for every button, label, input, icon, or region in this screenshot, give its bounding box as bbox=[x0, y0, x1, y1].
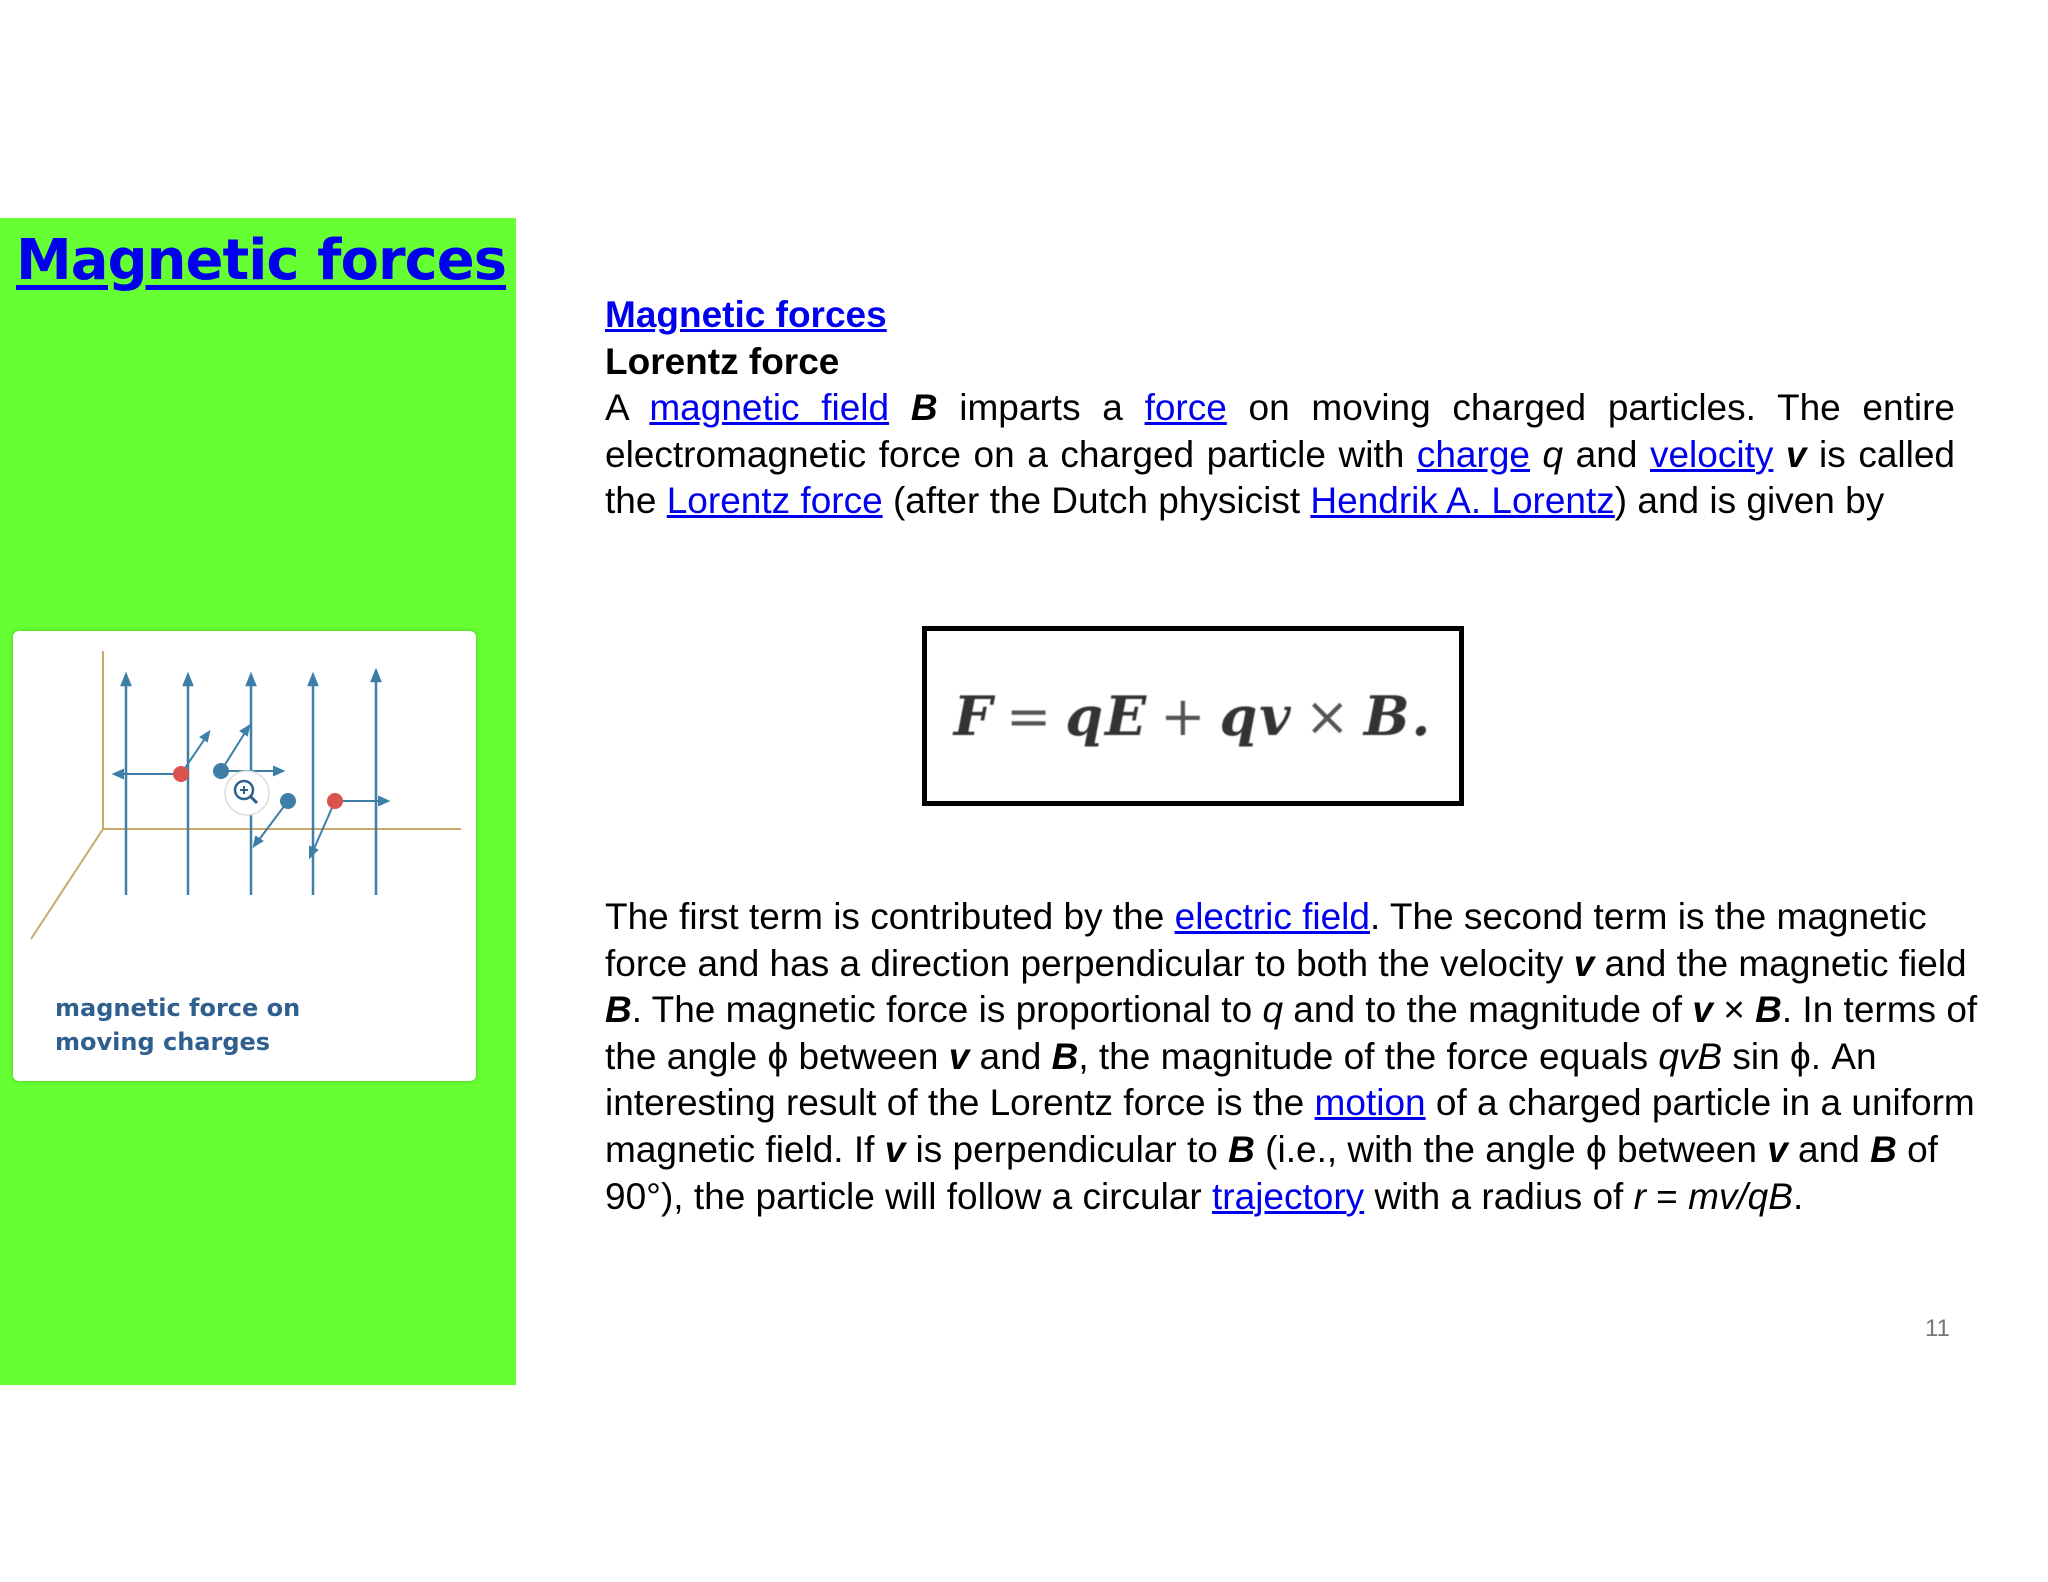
text: sin ϕ. An interesting result of the Lorentz force is the bbox=[605, 1035, 1877, 1124]
text: × bbox=[1712, 989, 1756, 1031]
force-link[interactable]: force bbox=[1144, 387, 1227, 429]
text: of a charged particle in a uniform magnetic field. If bbox=[605, 1082, 1975, 1170]
magnetic-force-figure[interactable] bbox=[13, 631, 476, 1081]
hendrik-lorentz-link[interactable]: Hendrik A. Lorentz bbox=[1310, 480, 1615, 522]
symbol-r: r bbox=[1633, 1175, 1646, 1217]
x-axis bbox=[31, 829, 103, 939]
text: and the magnetic field bbox=[1594, 942, 1967, 984]
symbol-v: v bbox=[884, 1128, 906, 1170]
explanation-paragraph bbox=[605, 894, 2010, 1220]
negative-charge bbox=[213, 763, 229, 779]
symbol-B: B bbox=[1870, 1128, 1897, 1170]
formula-times: × bbox=[1304, 685, 1352, 748]
symbol-q: q bbox=[1542, 433, 1564, 475]
symbol-v: v bbox=[1785, 433, 1807, 475]
symbol-B: B bbox=[1051, 1035, 1079, 1077]
text: , the magnitude of the force equals bbox=[1078, 1035, 1659, 1077]
formula-plus: + bbox=[1160, 685, 1208, 748]
page-number: 11 bbox=[1925, 1315, 1950, 1342]
intro-paragraph bbox=[605, 385, 1955, 525]
formula-qE: qE bbox=[1065, 684, 1149, 748]
symbol-v: v bbox=[948, 1035, 970, 1077]
formula-equals: = bbox=[1006, 685, 1054, 748]
symbol-q: q bbox=[1262, 989, 1284, 1031]
subheading: Lorentz force bbox=[605, 340, 840, 382]
motion-link[interactable]: motion bbox=[1314, 1082, 1426, 1124]
text: . In terms of the angle ϕ between bbox=[605, 989, 1978, 1077]
text: and to the magnitude of bbox=[1283, 989, 1693, 1031]
magnetic-field-link[interactable]: magnetic field bbox=[649, 387, 890, 429]
text: = bbox=[1645, 1175, 1689, 1217]
text: and bbox=[1787, 1128, 1871, 1170]
velocity-link[interactable]: velocity bbox=[1649, 433, 1774, 475]
text: on moving charged particles. The entire electromagnetic force on a charged particle with bbox=[605, 387, 1955, 475]
symbol-B: B bbox=[1228, 1128, 1255, 1170]
text: (i.e., with the angle ϕ between bbox=[1254, 1128, 1768, 1170]
formula-F: F bbox=[953, 684, 995, 748]
text bbox=[1530, 434, 1543, 475]
symbol-v: v bbox=[1692, 989, 1713, 1031]
electric-field-link[interactable]: electric field bbox=[1174, 896, 1370, 937]
sidebar-title-link[interactable]: Magnetic forces bbox=[16, 228, 507, 293]
symbol-B: B bbox=[1755, 989, 1782, 1031]
symbol-B: B bbox=[605, 989, 632, 1031]
text: is perpendicular to bbox=[905, 1128, 1229, 1170]
text: and bbox=[1563, 433, 1650, 475]
positive-charge bbox=[327, 793, 343, 809]
zoom-in-icon[interactable] bbox=[225, 771, 269, 815]
symbol-mvqB: mv/qB bbox=[1688, 1175, 1793, 1217]
text: (after the Dutch physicist bbox=[882, 480, 1311, 522]
formula-B: B. bbox=[1363, 684, 1433, 748]
charge-link[interactable]: charge bbox=[1416, 433, 1530, 475]
text: with a radius of bbox=[1364, 1175, 1634, 1217]
lorentz-formula bbox=[954, 684, 1433, 748]
text: and bbox=[969, 1035, 1052, 1077]
text: A bbox=[605, 387, 650, 429]
negative-charge bbox=[280, 793, 296, 809]
text bbox=[889, 387, 911, 428]
lorentz-force-link[interactable]: Lorentz force bbox=[666, 480, 883, 522]
trajectory-link[interactable]: trajectory bbox=[1212, 1175, 1365, 1217]
positive-charge bbox=[173, 766, 189, 782]
text: of 90°), the particle will follow a circular bbox=[605, 1128, 1938, 1217]
symbol-qvB: qvB bbox=[1658, 1035, 1723, 1077]
figure-caption-link[interactable]: magnetic force on moving charges bbox=[55, 994, 301, 1056]
text: . The magnetic force is proportional to bbox=[631, 989, 1263, 1031]
text: . The second term is the magnetic force and has a direction perpendicular to both the velocity bbox=[605, 896, 1927, 984]
heading-link[interactable]: Magnetic forces bbox=[605, 294, 887, 335]
symbol-v: v bbox=[1573, 942, 1595, 984]
text: imparts a bbox=[937, 387, 1145, 429]
lorentz-formula-box bbox=[922, 626, 1464, 806]
main-content bbox=[605, 292, 1955, 525]
text: is called the bbox=[605, 433, 1956, 522]
symbol-v: v bbox=[1767, 1128, 1788, 1170]
symbol-B: B bbox=[910, 387, 938, 429]
text: ) and is given by bbox=[1614, 480, 1885, 522]
text bbox=[1773, 434, 1786, 475]
text: The first term is contributed by the bbox=[605, 896, 1175, 937]
formula-qv: qv bbox=[1219, 684, 1293, 748]
text: . bbox=[1792, 1175, 1804, 1217]
